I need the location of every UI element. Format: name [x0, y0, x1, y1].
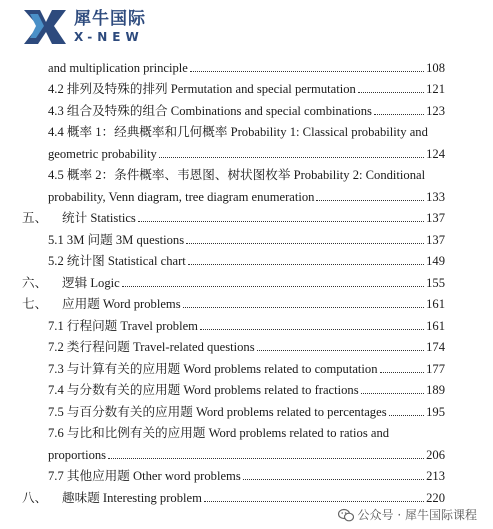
- brand-logo: [22, 6, 146, 48]
- dot-leader: [122, 286, 424, 287]
- toc-entry-title: geometric probability: [48, 147, 157, 161]
- dot-leader: [316, 200, 424, 201]
- chapter-number: 六、: [22, 276, 48, 290]
- toc-entry[interactable]: [48, 230, 445, 250]
- toc-entry-page: 108: [426, 61, 445, 75]
- toc-entry-page: 149: [426, 254, 445, 268]
- toc-entry-page: 161: [426, 297, 445, 311]
- toc-entry-title: 应用题 Word problems: [62, 297, 181, 311]
- toc-entry[interactable]: [48, 337, 445, 357]
- dot-leader: [138, 221, 424, 222]
- toc-entry-page: 189: [426, 383, 445, 397]
- toc-entry-page: 124: [426, 147, 445, 161]
- dot-leader: [389, 415, 425, 416]
- toc-entry-title: 5.1 3M 问题 3M questions: [48, 233, 185, 247]
- logo-chinese-name: 犀牛国际: [74, 9, 146, 29]
- toc-entry-title: 趣味题 Interesting problem: [62, 491, 202, 505]
- dot-leader: [108, 458, 424, 459]
- dot-leader: [186, 243, 424, 244]
- toc-entry-title: 7.1 行程问题 Travel problem: [48, 319, 198, 333]
- chapter-number: 五、: [22, 211, 48, 225]
- toc-entry[interactable]: [48, 359, 445, 379]
- dot-leader: [183, 307, 424, 308]
- dot-leader: [358, 92, 424, 93]
- toc-entry-title: 7.4 与分数有关的应用题 Word problems related to fractions: [48, 383, 359, 397]
- toc-entry-page: 206: [426, 448, 445, 462]
- toc-entry-title-line1[interactable]: 4.4 概率 1：经典概率和几何概率 Probability 1: Classical probability and: [48, 125, 428, 139]
- dot-leader: [188, 264, 424, 265]
- toc-entry[interactable]: [48, 445, 445, 465]
- toc-entry-page: 137: [426, 211, 445, 225]
- toc-entry-title: 4.3 组合及特殊的组合 Combinations and special combinations: [48, 104, 372, 118]
- toc-entry-page: 174: [426, 340, 445, 354]
- toc-entry[interactable]: [48, 466, 445, 486]
- toc-chapter[interactable]: [22, 294, 445, 314]
- dot-leader: [257, 350, 425, 351]
- toc-entry-title: proportions: [48, 448, 107, 462]
- dot-leader: [159, 157, 424, 158]
- toc-entry-title: probability, Venn diagram, tree diagram enumeration: [48, 190, 315, 204]
- toc-entry-title-line1[interactable]: 7.6 与比和比例有关的应用题 Word problems related to ratios and: [48, 426, 390, 440]
- toc-entry[interactable]: [48, 380, 445, 400]
- toc-entry-page: 195: [426, 405, 445, 419]
- toc-entry-title: 7.7 其他应用题 Other word problems: [48, 469, 241, 483]
- toc-entry-page: 220: [426, 491, 445, 505]
- toc-chapter[interactable]: [22, 273, 445, 293]
- toc-entry-title: and multiplication principle: [48, 61, 188, 75]
- dot-leader: [374, 114, 424, 115]
- toc-entry-title: 7.5 与百分数有关的应用题 Word problems related to percentages: [48, 405, 387, 419]
- toc-entry-title: 4.2 排列及特殊的排列 Permutation and special permutation: [48, 82, 356, 96]
- toc-entry-title: 逻辑 Logic: [62, 276, 120, 290]
- toc-entry-title: 统计 Statistics: [62, 211, 136, 225]
- toc-chapter[interactable]: [22, 208, 445, 228]
- toc-entry-title: 7.3 与计算有关的应用题 Word problems related to computation: [48, 362, 378, 376]
- wechat-watermark: [338, 506, 477, 523]
- dot-leader: [204, 501, 424, 502]
- toc-entry-page: 213: [426, 469, 445, 483]
- watermark-text: 公众号 · 犀牛国际课程: [357, 508, 477, 522]
- toc-entry[interactable]: [48, 79, 445, 99]
- dot-leader: [190, 71, 424, 72]
- logo-english-name: X-NEW: [74, 30, 144, 44]
- toc-entry-title: 5.2 统计图 Statistical chart: [48, 254, 186, 268]
- toc-entry-title: 7.2 类行程问题 Travel-related questions: [48, 340, 255, 354]
- toc-entry-title-line1[interactable]: 4.5 概率 2：条件概率、韦恩图、树状图枚举 Probability 2: Conditional: [48, 168, 426, 182]
- toc-entry[interactable]: [48, 402, 445, 422]
- rhino-logo-icon: [22, 6, 68, 48]
- chapter-number: 七、: [22, 297, 48, 311]
- dot-leader: [243, 479, 424, 480]
- toc-entry[interactable]: [48, 58, 445, 78]
- toc-entry[interactable]: [48, 187, 445, 207]
- toc-entry-page: 155: [426, 276, 445, 290]
- toc-entry[interactable]: [48, 144, 445, 164]
- toc-entry-page: 121: [426, 82, 445, 96]
- toc-chapter[interactable]: [22, 488, 445, 508]
- dot-leader: [361, 393, 424, 394]
- dot-leader: [200, 329, 424, 330]
- toc-entry-page: 177: [426, 362, 445, 376]
- toc-entry-page: 133: [426, 190, 445, 204]
- toc-entry-page: 137: [426, 233, 445, 247]
- wechat-icon: [338, 508, 354, 522]
- toc-entry[interactable]: [48, 316, 445, 336]
- dot-leader: [380, 372, 425, 373]
- chapter-number: 八、: [22, 491, 48, 505]
- toc-entry-page: 161: [426, 319, 445, 333]
- toc-entry-page: 123: [426, 104, 445, 118]
- toc-entry[interactable]: [48, 101, 445, 121]
- toc-entry[interactable]: [48, 251, 445, 271]
